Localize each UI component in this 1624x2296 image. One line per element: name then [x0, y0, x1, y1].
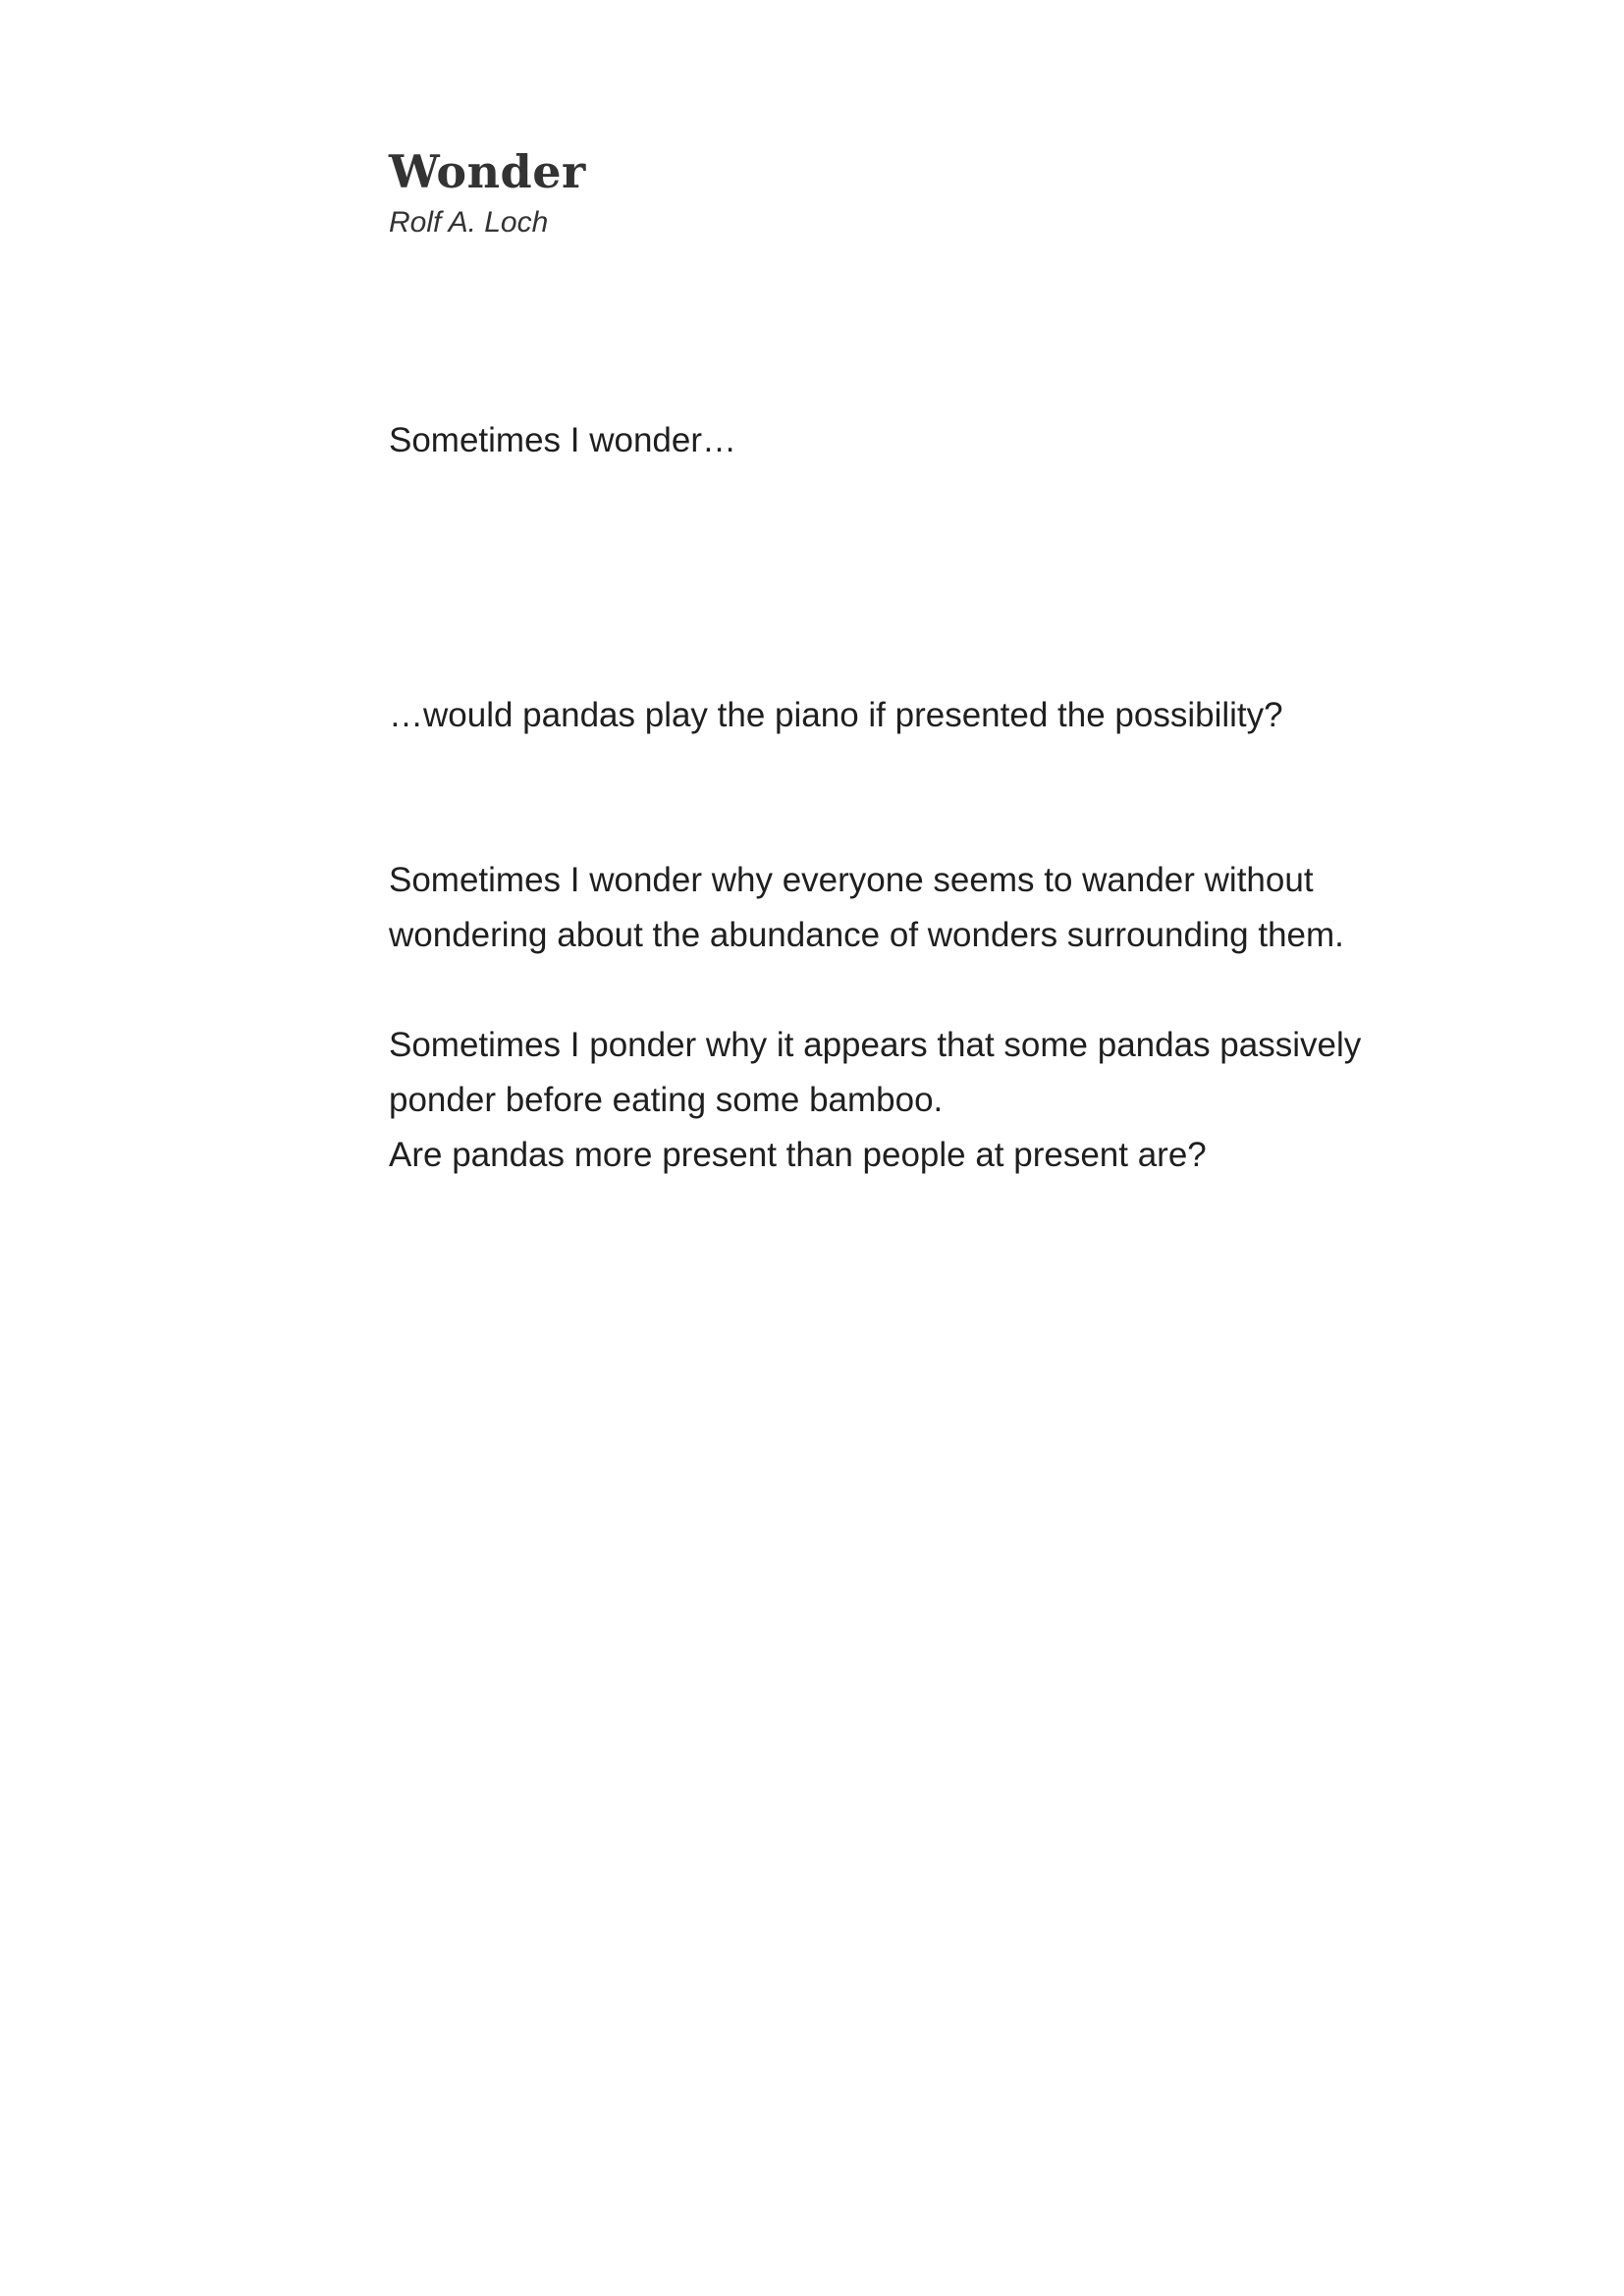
stanza: [389, 1018, 1489, 1183]
stanza: [389, 413, 1489, 468]
poem-line: Sometimes I wonder why everyone seems to wander without: [389, 860, 1314, 899]
poem-line: wondering about the abundance of wonders surrounding them.: [389, 915, 1344, 954]
poem-line: Are pandas more present than people at present are?: [389, 1135, 1207, 1174]
poem-line: …would pandas play the piano if presented the possibility?: [389, 695, 1283, 734]
poem-line: Sometimes I ponder why it appears that some pandas passively: [389, 1025, 1362, 1064]
poem-line: ponder before eating some bamboo.: [389, 1080, 944, 1119]
poem-line: Sometimes I wonder…: [389, 420, 737, 459]
poem: [389, 147, 1489, 1183]
stanza: [389, 688, 1489, 743]
stanza: [389, 853, 1489, 963]
poem-title: Wonder: [389, 145, 586, 198]
poem-author: Rolf A. Loch: [389, 205, 549, 239]
